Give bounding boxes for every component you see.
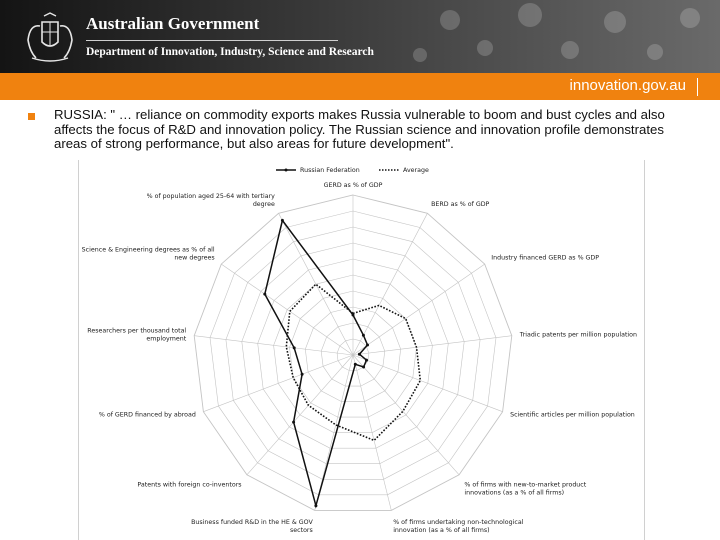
axis-label: GERD as % of GDP bbox=[323, 182, 383, 189]
axis-label: Triadic patents per million population bbox=[519, 331, 638, 339]
axis-spoke bbox=[279, 213, 353, 355]
data-point bbox=[362, 366, 365, 369]
axis-label: Patents with foreign co-inventors bbox=[137, 481, 242, 489]
data-point bbox=[292, 421, 295, 424]
legend-marker bbox=[285, 169, 288, 172]
axis-label: % of firms with new-to-market product innovations (as a % of all firms) bbox=[464, 481, 587, 497]
axis-label: % of population aged 25-64 with tertiary degree bbox=[146, 193, 275, 209]
axis-label: Science & Engineering degrees as % of all new degrees bbox=[81, 246, 215, 262]
data-point bbox=[314, 504, 317, 507]
bullet-text: RUSSIA: " … reliance on commodity exports makes Russia vulnerable to boom and bust cycles and also affects the focus of R&D and innovation policy. The Russian science and innovation profile demonstrates areas of strong performance, but also areas for future development". bbox=[54, 107, 665, 151]
data-point bbox=[365, 359, 368, 362]
axis-spoke bbox=[247, 355, 353, 475]
data-point bbox=[354, 363, 357, 366]
data-point bbox=[293, 346, 296, 349]
data-point bbox=[366, 344, 369, 347]
data-point bbox=[301, 373, 304, 376]
gov-title: Australian Government bbox=[86, 14, 260, 33]
header-bar bbox=[0, 0, 720, 73]
data-point bbox=[352, 314, 355, 317]
axis-label: % of GERD financed by abroad bbox=[98, 411, 196, 419]
coat-of-arms-icon bbox=[22, 12, 78, 64]
data-point bbox=[362, 334, 365, 337]
data-point bbox=[358, 353, 361, 356]
axis-label: Scientific articles per million population bbox=[510, 411, 635, 419]
axis-spoke bbox=[353, 355, 503, 412]
axis-spoke bbox=[353, 355, 459, 475]
axis-label: % of firms undertaking non-technological innovation (as a % of all firms) bbox=[393, 519, 524, 535]
series-line-russia bbox=[265, 220, 368, 505]
department-name: Department of Innovation, Industry, Science and Research bbox=[86, 46, 374, 58]
data-point bbox=[281, 219, 284, 222]
radar-chart bbox=[78, 160, 645, 540]
header-pattern bbox=[390, 0, 720, 73]
radar-chart-svg bbox=[79, 160, 644, 540]
site-link[interactable]: innovation.gov.au bbox=[569, 77, 686, 94]
legend-label: Average bbox=[403, 167, 429, 175]
axis-label: BERD as % of GDP bbox=[431, 201, 490, 209]
axis-label: Industry financed GERD as % GDP bbox=[491, 254, 600, 262]
legend-label: Russian Federation bbox=[300, 167, 360, 175]
axis-label: Business funded R&D in the HE & GOV sectors bbox=[191, 519, 313, 535]
header-divider bbox=[86, 40, 338, 41]
site-divider bbox=[697, 78, 698, 96]
axis-spoke bbox=[353, 213, 427, 355]
axis-spoke bbox=[203, 355, 353, 412]
axis-label: Researchers per thousand total employment bbox=[87, 327, 187, 343]
data-point bbox=[263, 293, 266, 296]
bullet-icon bbox=[28, 113, 35, 120]
